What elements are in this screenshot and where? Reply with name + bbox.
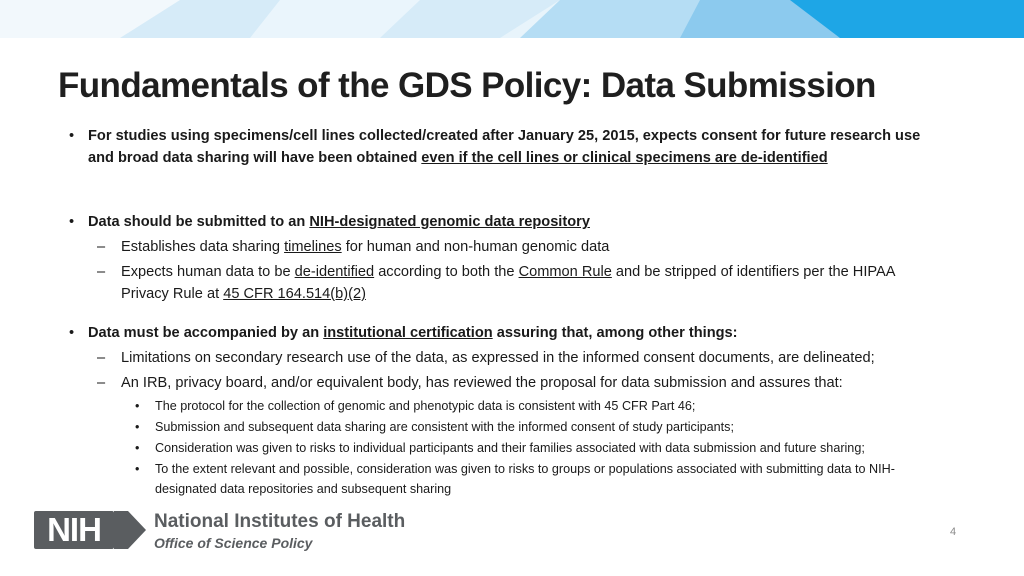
dash-icon: – xyxy=(97,375,106,391)
bullet-consent xyxy=(69,125,938,169)
bullet-repository-text: Data should be submitted to an xyxy=(88,214,310,230)
dash-icon: – xyxy=(97,239,106,255)
dash-icon: – xyxy=(97,264,106,280)
sub-bullet-deidentified-text: Expects human data to be xyxy=(121,264,295,280)
nih-logo-arrow-icon xyxy=(114,511,146,549)
bullet-icon: • xyxy=(69,325,75,341)
bullet-icon: • xyxy=(135,399,140,413)
bullet-icon: • xyxy=(135,420,140,434)
link-common-rule[interactable]: Common Rule xyxy=(518,264,612,280)
sub-sub-bullet-risks-individuals-text: Consideration was given to risks to individual participants and their families associated with data submission and future sharing; xyxy=(155,441,865,455)
page-number: 4 xyxy=(950,526,957,538)
link-45-cfr-164[interactable]: 45 CFR 164.514(b)(2) xyxy=(223,286,366,302)
bullet-consent-emphasis: even if the cell lines or clinical specimens are de-identified xyxy=(421,150,828,166)
nih-office-name: Office of Science Policy xyxy=(154,535,313,551)
link-nih-repository[interactable]: NIH-designated genomic data repository xyxy=(309,214,590,230)
sub-bullet-deidentified xyxy=(97,261,941,305)
sub-bullet-timelines xyxy=(97,236,941,258)
sub-sub-bullet-protocol xyxy=(135,396,945,416)
sub-bullet-deidentified-text-2: according to both the xyxy=(374,264,519,280)
sub-sub-bullet-submission xyxy=(135,417,945,437)
sub-sub-bullet-risks-groups-text: To the extent relevant and possible, consideration was given to risks to groups or populations associated with submitting data to NIH-designated data repositories and subsequent sharing xyxy=(155,462,895,496)
link-de-identified[interactable]: de-identified xyxy=(294,264,375,280)
dash-icon: – xyxy=(97,350,106,366)
bullet-repository xyxy=(69,211,938,233)
bullet-certification-text-end: assuring that, among other things: xyxy=(492,325,738,341)
link-timelines[interactable]: timelines xyxy=(284,239,342,255)
bullet-certification xyxy=(69,322,938,344)
sub-sub-bullet-risks-individuals xyxy=(135,438,945,458)
sub-bullet-timelines-text: Establishes data sharing xyxy=(121,239,285,255)
link-institutional-certification[interactable]: institutional certification xyxy=(323,325,493,341)
sub-sub-bullet-submission-text: Submission and subsequent data sharing are consistent with the informed consent of study participants; xyxy=(155,420,734,434)
nih-logo xyxy=(34,511,406,555)
sub-bullet-limitations-text: Limitations on secondary research use of the data, as expressed in the informed consent documents, are delineated; xyxy=(121,350,875,366)
sub-sub-bullet-protocol-text: The protocol for the collection of genomic and phenotypic data is consistent with 45 CFR Part 46; xyxy=(155,399,696,413)
sub-bullet-deidentified-text-3: and be stripped of identifiers per the HIPAA Privacy Rule at xyxy=(121,264,895,302)
sub-sub-bullet-risks-groups xyxy=(135,459,945,499)
slide-title: Fundamentals of the GDS Policy: Data Submission xyxy=(58,66,876,105)
nih-org-name: National Institutes of Health xyxy=(154,511,406,532)
bullet-icon: • xyxy=(69,128,75,144)
bullet-icon: • xyxy=(135,462,140,476)
bullet-certification-text: Data must be accompanied by an xyxy=(88,325,324,341)
bullet-icon: • xyxy=(69,214,75,230)
sub-bullet-timelines-text-end: for human and non-human genomic data xyxy=(341,239,610,255)
sub-bullet-irb xyxy=(97,372,941,394)
nih-logo-box: NIH xyxy=(34,511,114,549)
bullet-consent-text: For studies using specimens/cell lines collected/created after January 25, 2015, expects consent for future research use and broad data sharing will have been obtained xyxy=(88,128,921,166)
sub-bullet-limitations xyxy=(97,347,941,369)
bullet-icon: • xyxy=(135,441,140,455)
sub-bullet-irb-text: An IRB, privacy board, and/or equivalent body, has reviewed the proposal for data submission and assures that: xyxy=(121,375,843,391)
